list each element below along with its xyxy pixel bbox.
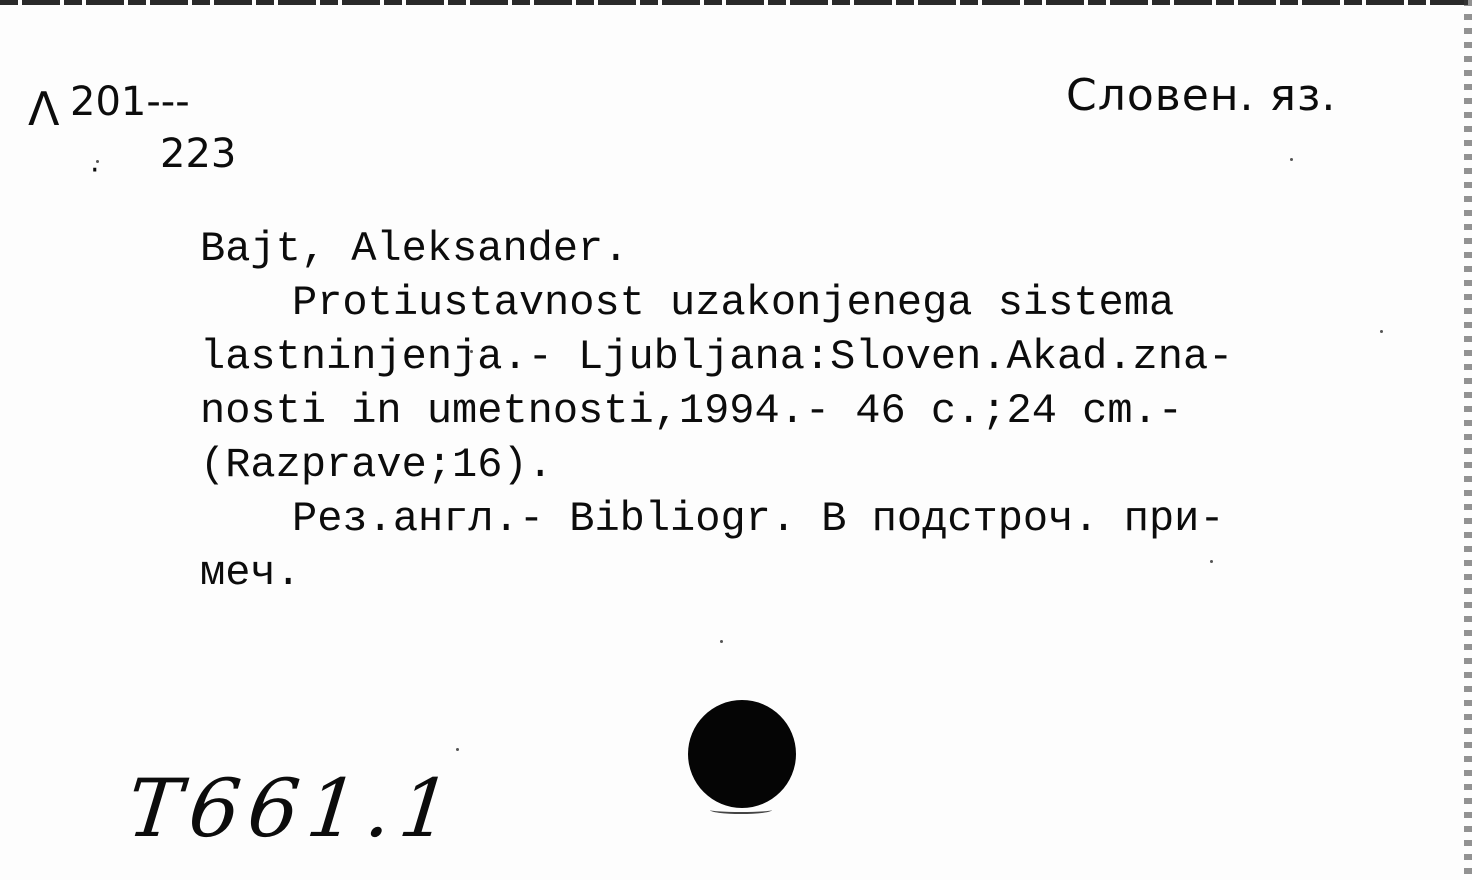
punch-hole bbox=[688, 700, 796, 808]
entry-series: (Razprave;16). bbox=[200, 441, 553, 489]
entry-author: Bajt, Aleksander. bbox=[200, 225, 629, 273]
entry-line: меч. bbox=[200, 549, 301, 597]
speck bbox=[720, 640, 723, 643]
entry-line: lastninjenja.- Ljubljana:Sloven.Akad.zna- bbox=[200, 333, 1234, 381]
speck bbox=[456, 748, 459, 751]
card-right-edge bbox=[1464, 0, 1472, 880]
entry-notes: Рез.англ.- Bibliogr. В подстроч. при- bbox=[292, 495, 1225, 543]
entry-title: Protiustavnost uzakonjenega sistema bbox=[292, 279, 1175, 327]
bibliographic-entry bbox=[200, 222, 1440, 600]
card-top-edge bbox=[0, 0, 1472, 5]
call-number-dot: · bbox=[90, 153, 100, 188]
call-number-symbol: Λ bbox=[28, 82, 60, 136]
call-number-numerator: 201--- bbox=[70, 79, 190, 125]
inventory-number: Т661.1 bbox=[123, 762, 464, 855]
call-number-denominator: 223 bbox=[160, 131, 237, 177]
entry-line: nosti in umetnosti,1994.- 46 c.;24 cm.- bbox=[200, 387, 1183, 435]
speck bbox=[1290, 158, 1293, 161]
subject-heading: Словен. яз. bbox=[1066, 70, 1337, 121]
